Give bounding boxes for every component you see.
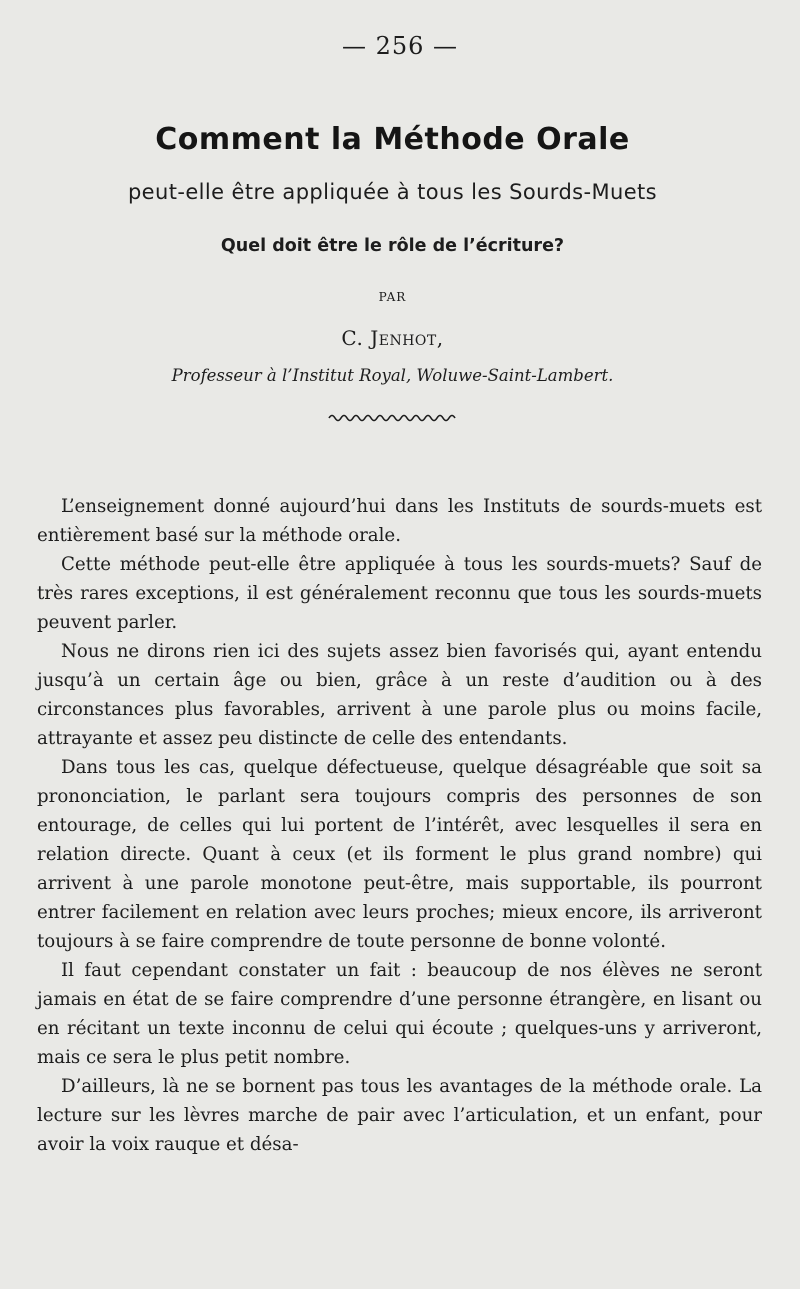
page-number: — 256 — — [341, 32, 459, 60]
author-name — [0, 326, 785, 350]
article-body — [37, 492, 762, 1159]
byline-par: PAR — [378, 290, 407, 304]
article-title: Comment la Méthode Orale — [155, 122, 630, 157]
author-surname: Jenhot, — [370, 326, 444, 350]
article-subtitle: peut-elle être appliquée à tous les Sourds-Muets — [127, 180, 658, 204]
wavy-rule-ornament — [327, 410, 459, 424]
paragraph: Cette méthode peut-elle être appliquée à tous les sourds-muets? Sauf de très rares exceptions, il est généralement reconnu que tous les sourds-muets peuvent parler. — [37, 554, 762, 633]
paragraph: Dans tous les cas, quelque défectueuse, quelque désagréable que soit sa prononciation, le parlant sera toujours compris des personnes de son entourage, de celles qui lui portent de l’intérêt, avec lesquelles il sera en relation directe. Quant à ceux (et ils forment le plus grand nombre) qui arrivent à une parole monotone peut-être, mais supportable, ils pourront entrer facilement en relation avec leurs proches; mieux encore, ils arriveront toujours à se faire comprendre de toute personne de bonne volonté. — [37, 757, 762, 952]
author-initial: C. — [341, 326, 364, 350]
article-question: Quel doit être le rôle de l’écriture? — [220, 236, 565, 256]
paragraph: D’ailleurs, là ne se bornent pas tous les avantages de la méthode orale. La lecture sur les lèvres marche de pair avec l’articulation, et un enfant, pour avoir la voix rauque et désa- — [37, 1076, 762, 1155]
paragraph: Nous ne dirons rien ici des sujets assez bien favorisés qui, ayant entendu jusqu’à un certain âge ou bien, grâce à un reste d’audition ou à des circonstances plus favorables, arrivent à une parole plus ou moins facile, attrayante et assez peu distincte de celle des entendants. — [37, 641, 762, 749]
author-affiliation: Professeur à l’Institut Royal, Woluwe-Saint-Lambert. — [171, 366, 614, 385]
paragraph: Il faut cependant constater un fait : beaucoup de nos élèves ne seront jamais en état de se faire comprendre d’une personne étrangère, en lisant ou en récitant un texte inconnu de celui qui écoute ; quelques-uns y arriveront, mais ce sera le plus petit nombre. — [37, 960, 762, 1068]
paragraph: L’enseignement donné aujourd’hui dans les Instituts de sourds-muets est entièrement basé sur la méthode orale. — [37, 496, 762, 546]
